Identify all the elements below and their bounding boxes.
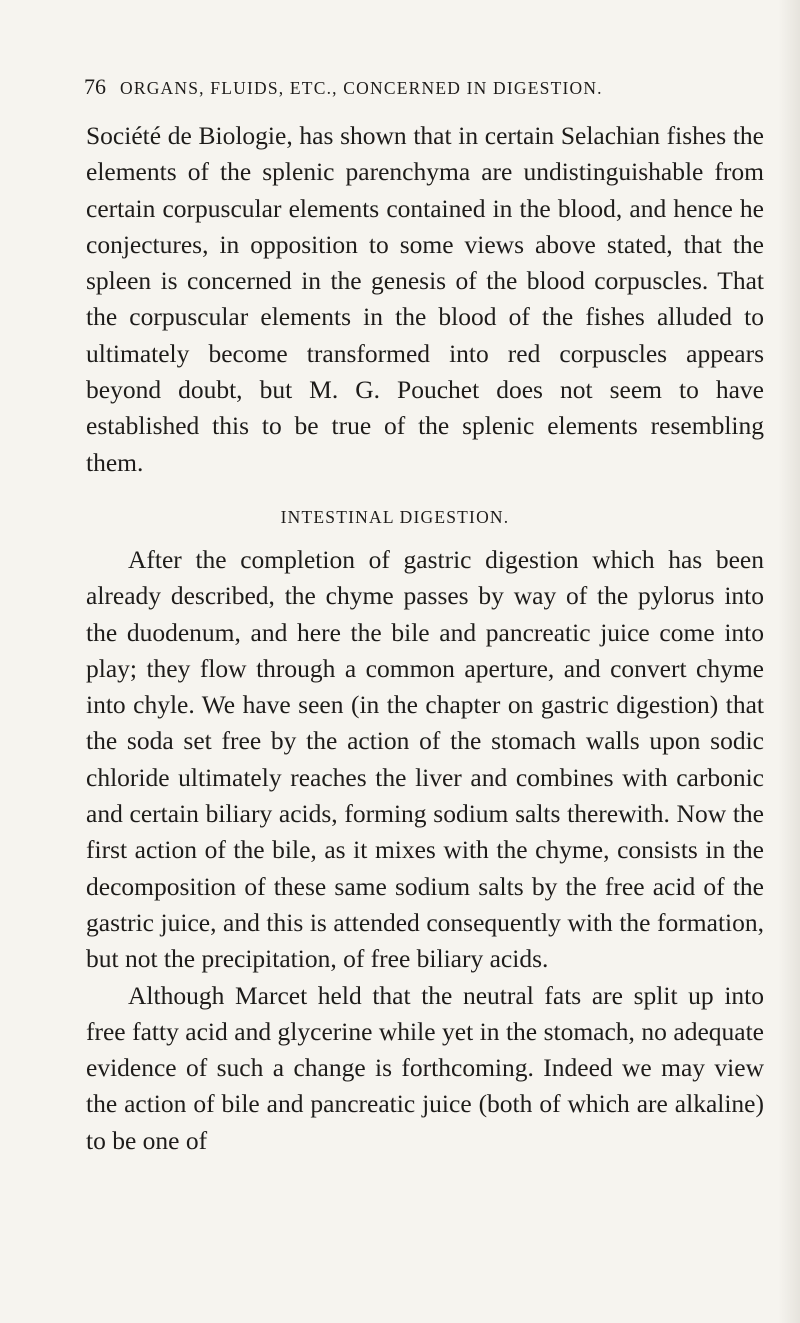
paragraph: Although Marcet held that the neutral fats are split up into free fatty acid and glycerine while yet in the stomach, no adequate evidence of such a change is forthcoming. Indeed we may view the action of bile and pancreatic juice (both of which are alkaline) to be one of — [86, 980, 764, 1155]
body-text — [86, 118, 764, 1159]
page-number: 76 — [84, 74, 106, 99]
running-head — [84, 74, 764, 100]
running-head-title: ORGANS, FLUIDS, ETC., CONCERNED IN DIGESTION. — [120, 78, 603, 98]
section-heading: INTESTINAL DIGESTION. — [280, 506, 510, 527]
paragraph-continuation: Société de Biologie, has shown that in certain Selachian fishes the elements of the splenic parenchyma are undistinguishable from certain corpuscular elements contained in the blood, and hence he conjectures, in opposition to some views above stated, that the spleen is concerned in the genesis of the blood corpuscles. That the corpuscular elements in the blood of the fishes alluded to ultimately become transformed into red corpuscles appears beyond doubt, but M. G. Pouchet does not seem to have established this to be true of the splenic elements resembling them. — [86, 121, 764, 477]
paragraph: After the completion of gastric digestion which has been already described, the chyme passes by way of the pylorus into the duodenum, and here the bile and pancreatic juice come into play; they flow through a common aperture, and convert chyme into chyle. We have seen (in the chapter on gastric digestion) that the soda set free by the action of the stomach walls upon sodic chloride ultimately reaches the liver and combines with carbonic and certain biliary acids, forming sodium salts therewith. Now the first action of the bile, as it mixes with the chyme, consists in the decomposition of these same sodium salts by the free acid of the gastric juice, and this is attended consequently with the formation, but not the precipitation, of free biliary acids. — [86, 544, 764, 974]
